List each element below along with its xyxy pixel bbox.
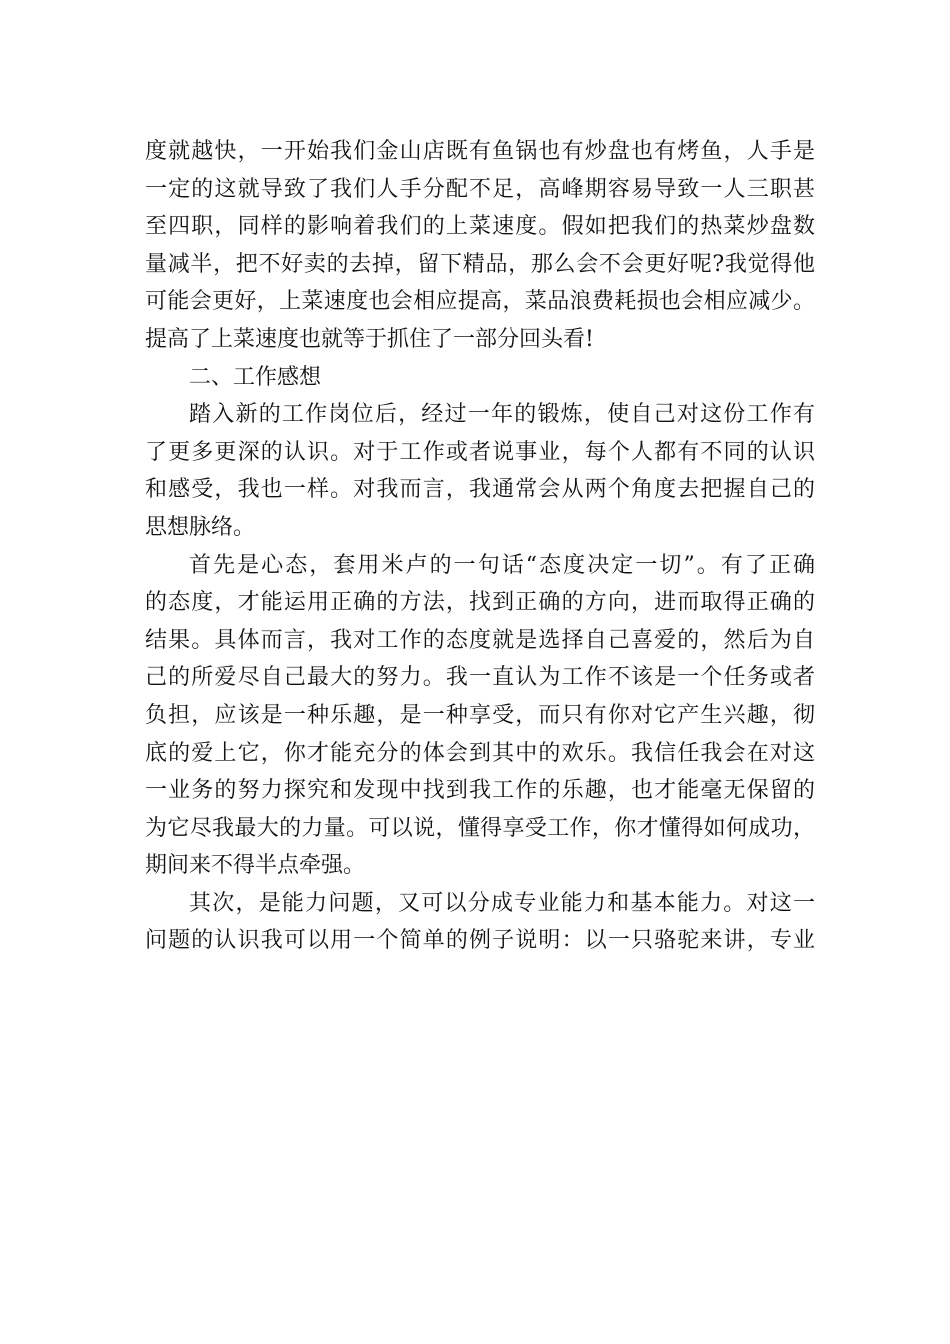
text-line: 期间来不得半点牵强。 [145, 853, 366, 879]
text-line: 和感受，我也一样。对我而言，我通常会从两个角度去把握自己的 [145, 477, 815, 503]
text-line: 思想脉络。 [145, 514, 256, 540]
text-line: 了更多更深的认识。对于工作或者说事业，每个人都有不同的认识 [145, 439, 815, 465]
text-line: 提高了上菜速度也就等于抓住了一部分回头看! [145, 326, 594, 352]
paragraph-first-line: 踏入新的工作岗位后，经过一年的锻炼，使自己对这份工作有 [189, 402, 815, 428]
text-line: 度就越快，一开始我们金山店既有鱼锅也有炒盘也有烤鱼，人手是 [145, 139, 815, 164]
text-line: 底的爱上它，你才能充分的体会到其中的欢乐。我信任我会在对这 [145, 740, 815, 766]
paragraph-first-line: 首先是心态，套用米卢的一句话“态度决定一切”。有了正确 [189, 552, 815, 578]
paragraph-first-line: 其次，是能力问题，又可以分成专业能力和基本能力。对这一 [189, 890, 815, 916]
text-line: 问题的认识我可以用一个简单的例子说明：以一只骆驼来讲，专业 [145, 928, 815, 954]
text-line: 至四职，同样的影响着我们的上菜速度。假如把我们的热菜炒盘数 [145, 214, 815, 240]
text-line: 量减半，把不好卖的去掉，留下精品，那么会不会更好呢?我觉得他 [145, 251, 815, 277]
text-line: 结果。具体而言，我对工作的态度就是选择自己喜爱的，然后为自 [145, 627, 815, 653]
text-line: 可能会更好，上菜速度也会相应提高，菜品浪费耗损也会相应减少。 [145, 289, 815, 315]
text-line: 一业务的努力探究和发现中找到我工作的乐趣，也才能毫无保留的 [145, 778, 815, 804]
text-line: 一定的这就导致了我们人手分配不足，高峰期容易导致一人三职甚 [145, 176, 815, 202]
text-line: 为它尽我最大的力量。可以说，懂得享受工作，你才懂得如何成功， [145, 815, 815, 841]
text-line: 己的所爱尽自己最大的努力。我一直认为工作不该是一个任务或者 [145, 665, 815, 691]
body-text [145, 133, 815, 960]
paragraph-first-line: 二、工作感想 [189, 364, 322, 390]
text-line: 的态度，才能运用正确的方法，找到正确的方向，进而取得正确的 [145, 590, 815, 616]
text-line: 负担，应该是一种乐趣，是一种享受，而只有你对它产生兴趣，彻 [145, 702, 815, 728]
